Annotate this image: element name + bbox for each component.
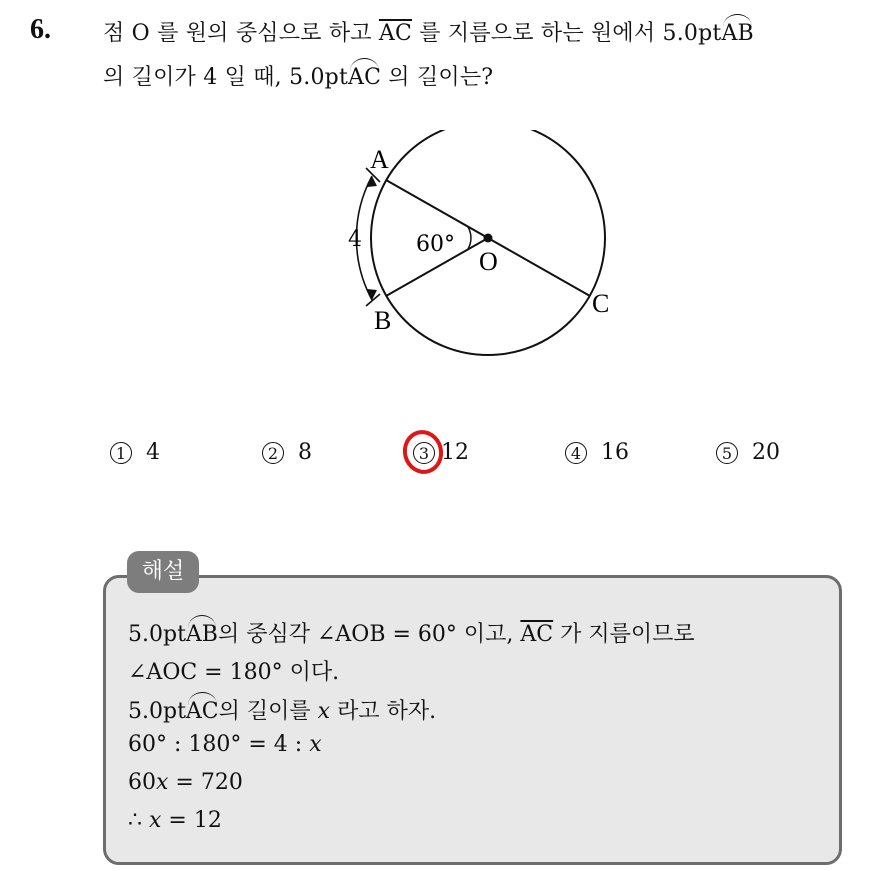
solution-tab: 해설	[127, 551, 199, 593]
question-text: 점 O 를 원의 중심으로 하고	[103, 21, 379, 46]
solution-text: 의 길이를	[218, 699, 318, 724]
solution-text: 가 지름이므로	[553, 622, 695, 647]
question-text: 를 지름으로 하는 원에서 5.0pt	[412, 21, 722, 46]
segment-ac: $\overline{AC}$	[520, 622, 554, 647]
arc-ac: AC	[185, 699, 219, 724]
angle-mark	[468, 227, 471, 249]
choice-5[interactable]	[716, 440, 780, 465]
center-point	[484, 234, 493, 243]
circle-diagram	[330, 130, 630, 370]
solution-text: 의 중심각 ∠AOB = 60° 이고,	[217, 622, 521, 647]
solution-text: 5.0pt	[128, 622, 186, 647]
choice-value: 8	[298, 440, 312, 465]
solution-line-5	[128, 770, 243, 795]
choice-mark: 5	[716, 442, 738, 464]
choice-value: 20	[752, 440, 780, 465]
label-a: A	[370, 145, 389, 174]
choice-4[interactable]	[565, 440, 629, 465]
solution-text: = 12	[161, 808, 222, 833]
choice-value: 16	[601, 440, 629, 465]
segment-ac: $\overline{AC}$	[378, 21, 413, 46]
solution-text: 5.0pt	[128, 699, 186, 724]
label-b: B	[374, 306, 392, 335]
solution-line-6	[128, 808, 222, 833]
solution-text: ∴	[128, 808, 149, 833]
label-arc-length: 4	[348, 227, 362, 252]
arc-ac: AC	[347, 65, 382, 90]
question-text: 의 길이가 4 일 때, 5.0pt	[103, 65, 348, 90]
choice-1[interactable]	[110, 440, 160, 465]
question-line-1	[103, 16, 754, 47]
solution-text: 라고 하자.	[330, 699, 437, 724]
variable-x: x	[317, 699, 331, 724]
choice-mark: 1	[110, 442, 132, 464]
question-line-2	[103, 60, 493, 91]
arc-ab: AB	[185, 622, 218, 647]
variable-x: x	[149, 808, 162, 833]
question-number: 6.	[30, 14, 51, 45]
arc-ab: AB	[721, 21, 754, 46]
choice-value: 12	[441, 440, 469, 465]
choice-2[interactable]	[262, 440, 312, 465]
solution-line-2: ∠AOC = 180° 이다.	[128, 660, 340, 685]
solution-text: = 720	[168, 770, 243, 795]
solution-text: 60° : 180° = 4 :	[128, 732, 310, 757]
choice-mark: 2	[262, 442, 284, 464]
label-o: O	[479, 247, 498, 276]
choice-mark: 4	[565, 442, 587, 464]
choice-value: 4	[146, 440, 160, 465]
label-c: C	[592, 289, 610, 318]
solution-line-3	[128, 694, 436, 725]
label-angle: 60°	[416, 232, 455, 257]
variable-x: x	[309, 732, 322, 757]
question-text: 의 길이는?	[381, 65, 494, 90]
solution-line-4	[128, 732, 322, 757]
variable-x: x	[156, 770, 169, 795]
solution-text: 60	[128, 770, 156, 795]
choice-mark: 3	[413, 442, 435, 464]
solution-line-1	[128, 617, 695, 648]
